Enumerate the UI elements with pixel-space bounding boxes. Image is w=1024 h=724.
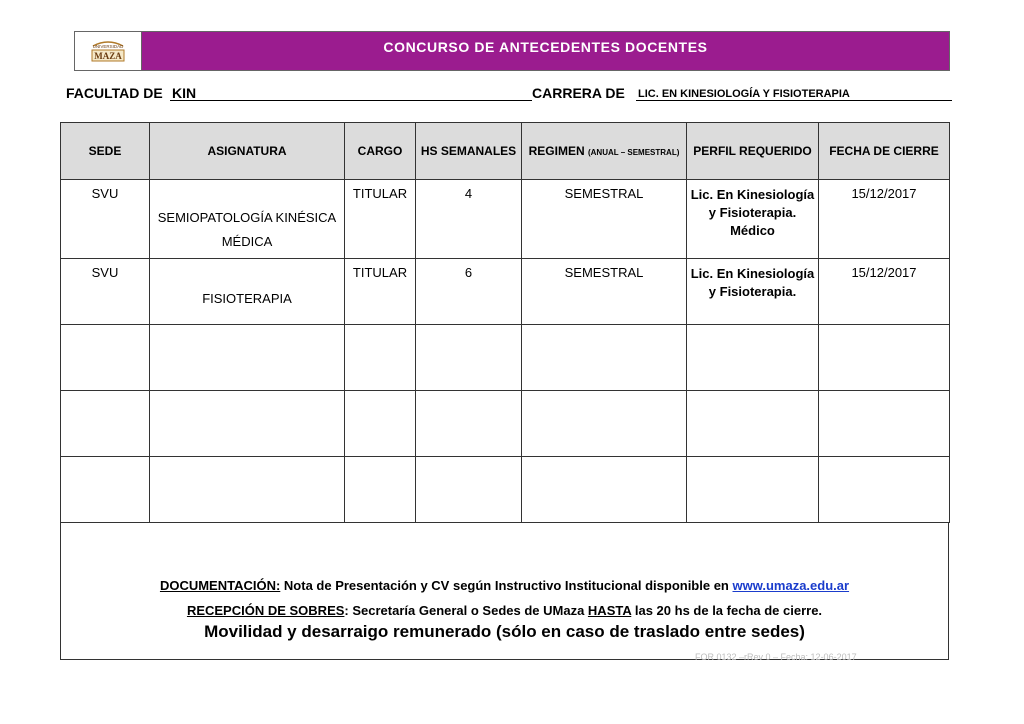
cell-hs: 6	[416, 259, 522, 325]
carrera-value: LIC. EN KINESIOLOGÍA Y FISIOTERAPIA	[638, 88, 850, 100]
facultad-underline	[170, 100, 532, 101]
documentation-note	[61, 578, 948, 593]
form-footer: FOR 0132 –rRev 0 – Fecha: 12-06-2017	[695, 652, 857, 662]
umaza-link[interactable]: www.umaza.edu.ar	[732, 578, 850, 593]
cell-hs: 4	[416, 180, 522, 259]
table-row-empty	[61, 391, 950, 457]
maza-logo-icon	[85, 36, 131, 66]
svg-text:UNIVERSIDAD: UNIVERSIDAD	[92, 44, 124, 49]
table-header-row	[61, 123, 950, 180]
carrera-label: CARRERA DE	[532, 85, 625, 101]
table-row-empty	[61, 457, 950, 523]
header-regimen-note: (ANUAL – SEMESTRAL)	[587, 148, 680, 157]
cell-asignatura: FISIOTERAPIA	[150, 259, 345, 325]
mobility-note: Movilidad y desarraigo remunerado (sólo en caso de traslado entre sedes)	[204, 622, 805, 641]
reception-deadline: las 20 hs de la fecha de cierre.	[631, 603, 823, 618]
header-sede: SEDE	[61, 123, 150, 180]
header-asignatura: ASIGNATURA	[150, 123, 345, 180]
notes-box	[60, 522, 949, 660]
cell-sede: SVU	[61, 180, 150, 259]
cell-cargo: TITULAR	[345, 259, 416, 325]
header-regimen-label: REGIMEN	[528, 144, 585, 158]
cell-cierre: 15/12/2017	[819, 180, 950, 259]
cell-asignatura: SEMIOPATOLOGÍA KINÉSICA MÉDICA	[150, 180, 345, 259]
header-regimen	[522, 123, 687, 180]
documentation-label: DOCUMENTACIÓN:	[159, 578, 281, 593]
table-row-empty	[61, 325, 950, 391]
table-row	[61, 259, 950, 325]
cell-cierre: 15/12/2017	[819, 259, 950, 325]
reception-label: RECEPCIÓN DE SOBRES	[186, 603, 345, 618]
cell-sede: SVU	[61, 259, 150, 325]
facultad-label: FACULTAD DE	[66, 85, 163, 101]
cell-perfil: Lic. En Kinesiología y Fisioterapia.	[687, 259, 819, 325]
document-header	[74, 31, 950, 71]
svg-text:MAZA: MAZA	[94, 51, 122, 61]
cell-perfil: Lic. En Kinesiología y Fisioterapia. Médico	[687, 180, 819, 259]
reception-note	[61, 603, 948, 618]
header-cargo: CARGO	[345, 123, 416, 180]
header-fecha-cierre: FECHA DE CIERRE	[819, 123, 950, 180]
page-title: CONCURSO DE ANTECEDENTES DOCENTES	[142, 32, 949, 70]
carrera-underline	[636, 100, 952, 101]
positions-table	[60, 122, 950, 523]
header-perfil: PERFIL REQUERIDO	[687, 123, 819, 180]
documentation-text: Nota de Presentación y CV según Instructivo Institucional disponible en	[280, 578, 733, 593]
reception-text: : Secretaría General o Sedes de UMaza	[344, 603, 588, 618]
cell-regimen: SEMESTRAL	[522, 259, 687, 325]
table-row	[61, 180, 950, 259]
university-logo	[75, 32, 142, 70]
faculty-line	[66, 83, 952, 103]
facultad-value: KIN	[172, 85, 197, 101]
cell-regimen: SEMESTRAL	[522, 180, 687, 259]
cell-cargo: TITULAR	[345, 180, 416, 259]
header-hs-semanales: HS SEMANALES	[416, 123, 522, 180]
reception-hasta: HASTA	[587, 603, 632, 618]
